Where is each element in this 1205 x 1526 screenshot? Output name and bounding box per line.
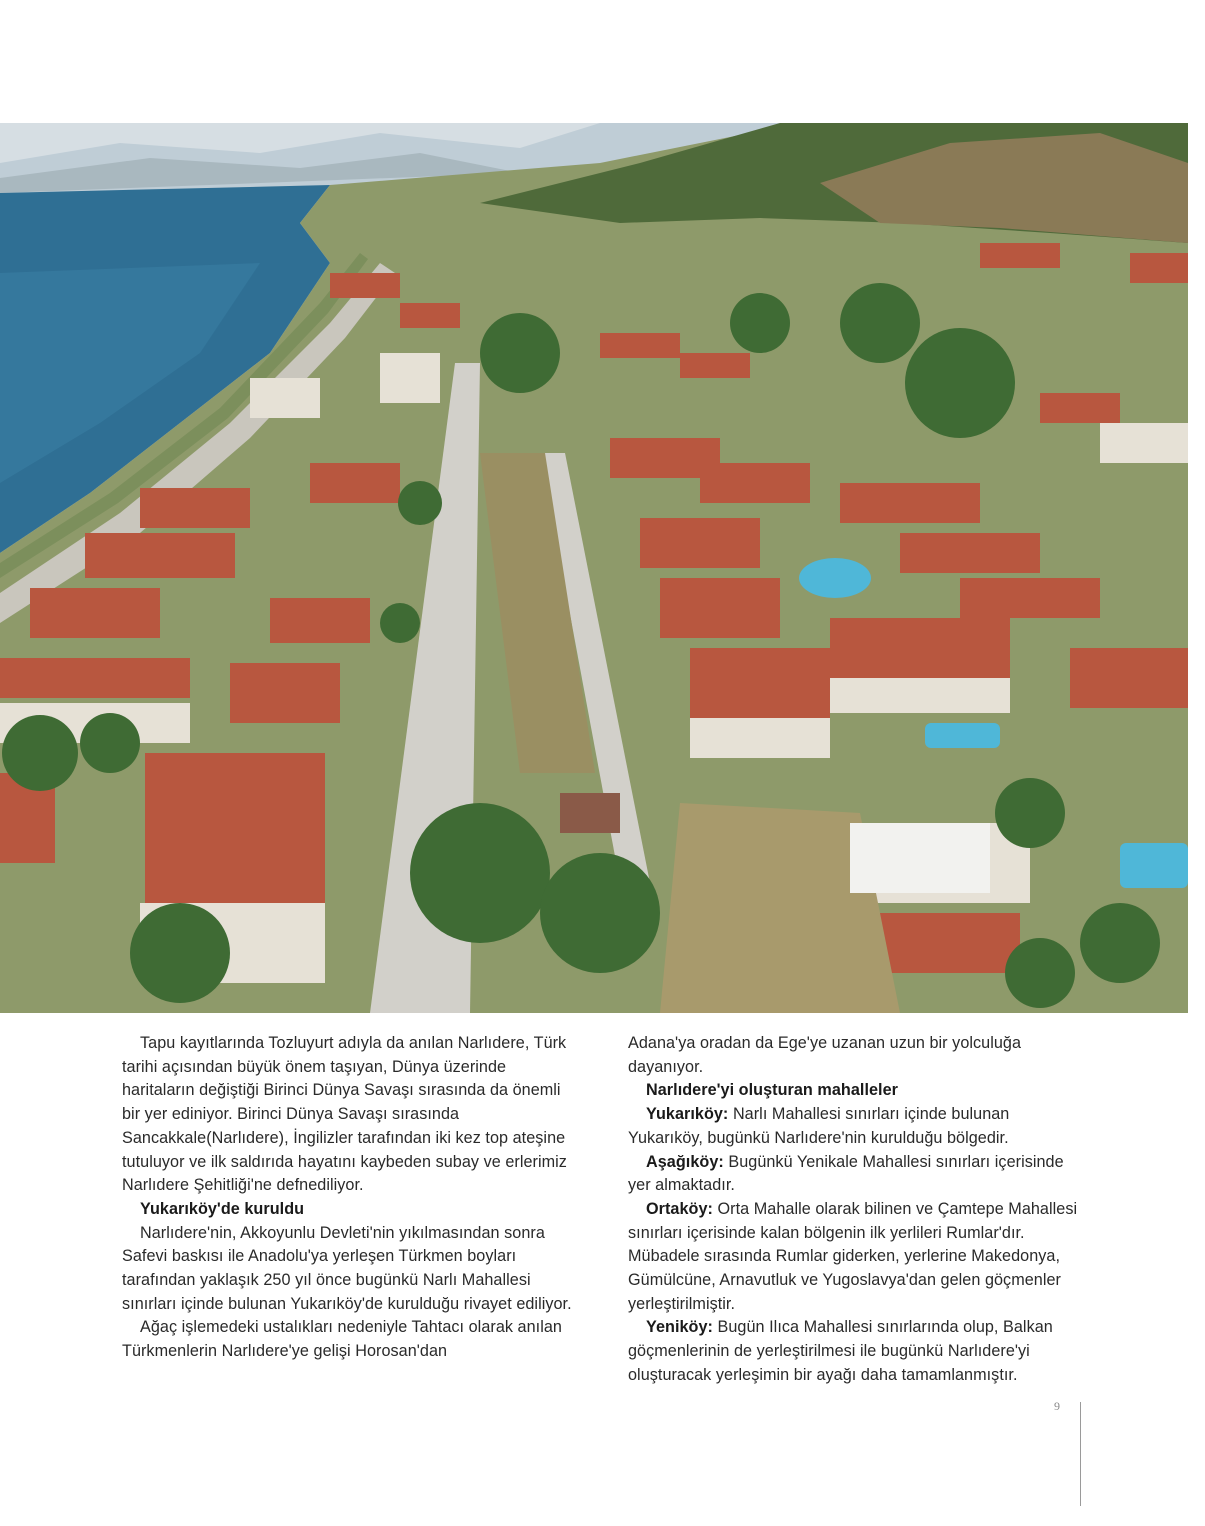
left-paragraph-2: Narlıdere'nin, Akkoyunlu Devleti'nin yıkılmasından sonra Safevi baskısı ile Anadolu'ya yerleşen Türkmen boyları tarafından yaklaşık 250 yıl önce bugünkü Narlı Mahallesi sınırları içinde bulunan Yukarıköy'de kurulduğu rivayet ediliyor.: [122, 1223, 572, 1313]
right-section-heading: Narlıdere'yi oluşturan mahalleler: [646, 1081, 899, 1100]
neighborhood-label: Ortaköy:: [646, 1199, 713, 1218]
left-paragraph-1: Tapu kayıtlarında Tozluyurt adıyla da anılan Narlıdere, Türk tarihi açısından büyük önem taşıyan, Dünya üzerinde haritaların değiştiği Birinci Dünya Savaşı sırasında da önemli bir yer ediniyor. Birinci Dünya Savaşı sırasında Sancakkale(Narlıdere), İngilizler tarafından iki kez top ateşine tutuluyor ve ilk saldırıda hayatını kaybeden subay ve erlerimiz Narlıdere Şehitliği'ne defnediliyor.: [122, 1034, 567, 1195]
neighborhood-yukarikoy: [628, 1103, 1088, 1150]
neighborhood-text: Orta Mahalle olarak bilinen ve Çamtepe Mahallesi sınırları içerisinde kalan bölgenin ilk yerlileri Rumlar'dır. Mübadele sırasında Rumlar giderken, yerlerine Makedonya, Gümülcüne, Arnavutluk ve Yugoslavya'dan gelen göçmenler yerleştirilmiştir.: [628, 1199, 1078, 1313]
page-number: 9: [1054, 1399, 1060, 1413]
neighborhood-text: Narlı Mahallesi sınırları içinde bulunan Yukarıköy, bugünkü Narlıdere'nin kurulduğu bölgedir.: [628, 1105, 1010, 1147]
neighborhood-text: Bugünkü Yenikale Mahallesi sınırları içerisinde yer almaktadır.: [628, 1152, 1064, 1195]
neighborhood-asagikoy: [628, 1151, 1088, 1198]
right-column: [628, 1032, 1088, 1388]
page-divider: [1080, 1402, 1081, 1506]
neighborhood-yenikoy: [628, 1316, 1088, 1387]
neighborhood-ortakoy: [628, 1198, 1088, 1317]
right-paragraph-1: Adana'ya oradan da Ege'ye uzanan uzun bir yolculuğa dayanıyor.: [628, 1034, 1022, 1076]
neighborhood-text: Bugün Ilıca Mahallesi sınırlarında olup, Balkan göçmenlerinin de yerleştirilmesi ile bugünkü Narlıdere'yi oluşturacak yerleşimin bir ayağı daha tamamlanmıştır.: [628, 1318, 1053, 1384]
left-paragraph-3: Ağaç işlemedeki ustalıkları nedeniyle Tahtacı olarak anılan Türkmenlerin Narlıdere'ye gelişi Horosan'dan: [122, 1318, 562, 1361]
neighborhood-label: Yukarıköy:: [646, 1105, 729, 1124]
left-section-heading: Yukarıköy'de kuruldu: [140, 1199, 305, 1218]
aerial-photo: [0, 123, 1188, 1013]
neighborhood-label: Yeniköy:: [646, 1318, 713, 1337]
neighborhood-label: Aşağıköy:: [646, 1152, 724, 1171]
left-column: [122, 1032, 582, 1364]
